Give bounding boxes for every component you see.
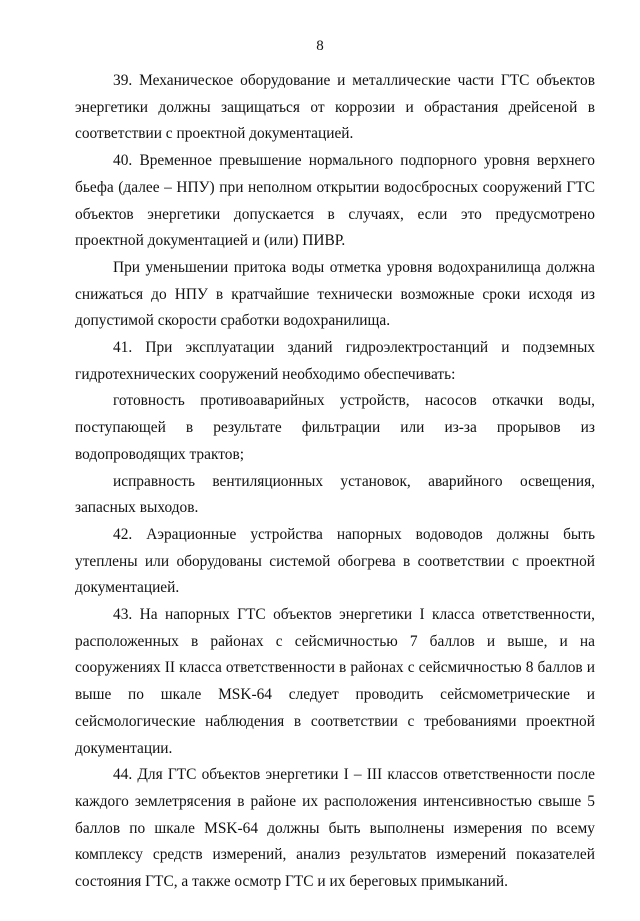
paragraph-41-item-ventilation: исправность вентиляционных установок, аварийного освещения, запасных выходов.	[75, 472, 595, 517]
paragraph-44: 44. Для ГТС объектов энергетики I – III классов ответственности после каждого землетрясения в районе их расположения интенсивностью свыше 5 баллов по шкале MSK-64 должны быть выполнены измерения по всему комплексу средств измерений, анализ результатов измерений показателей состояния ГТС, а также осмотр ГТС и их береговых примыканий.	[75, 766, 595, 891]
paragraph-39: 39. Механическое оборудование и металлические части ГТС объектов энергетики должны защищаться от коррозии и обрастания дрейсеной в соответствии с проектной документацией.	[75, 72, 595, 143]
paragraph-41-item-pumps: готовность противоаварийных устройств, насосов откачки воды, поступающей в результате фильтрации или из-за прорывов из водопроводящих трактов;	[75, 392, 595, 463]
paragraph-40-continuation: При уменьшении притока воды отметка уровня водохранилища должна снижаться до НПУ в кратчайшие технически возможные сроки исходя из допустимой скорости сработки водохранилища.	[75, 258, 595, 330]
paragraph-40: 40. Временное превышение нормального подпорного уровня верхнего бьефа (далее – НПУ) при неполном открытии водосбросных сооружений ГТС объектов энергетики допускается в случаях, если это предусмотрено проектной документацией и (или) ПИВР.	[75, 152, 595, 250]
document-body	[75, 68, 595, 896]
paragraph-41: 41. При эксплуатации зданий гидроэлектростанций и подземных гидротехнических сооружений необходимо обеспечивать:	[75, 339, 595, 383]
paragraph-42: 42. Аэрационные устройства напорных водоводов должны быть утеплены или оборудованы системой обогрева в соответствии с проектной документацией.	[75, 525, 595, 597]
paragraph-43: 43. На напорных ГТС объектов энергетики I класса ответственности, расположенных в районах с сейсмичностью 7 баллов и выше, и на сооружениях II класса ответственности в районах с сейсмичностью 8 баллов и выше по шкале MSK-64 следует проводить сейсмометрические и сейсмологические наблюдения в соответствии с требованиями проектной документации.	[75, 606, 595, 757]
page-number: 8	[316, 38, 324, 54]
